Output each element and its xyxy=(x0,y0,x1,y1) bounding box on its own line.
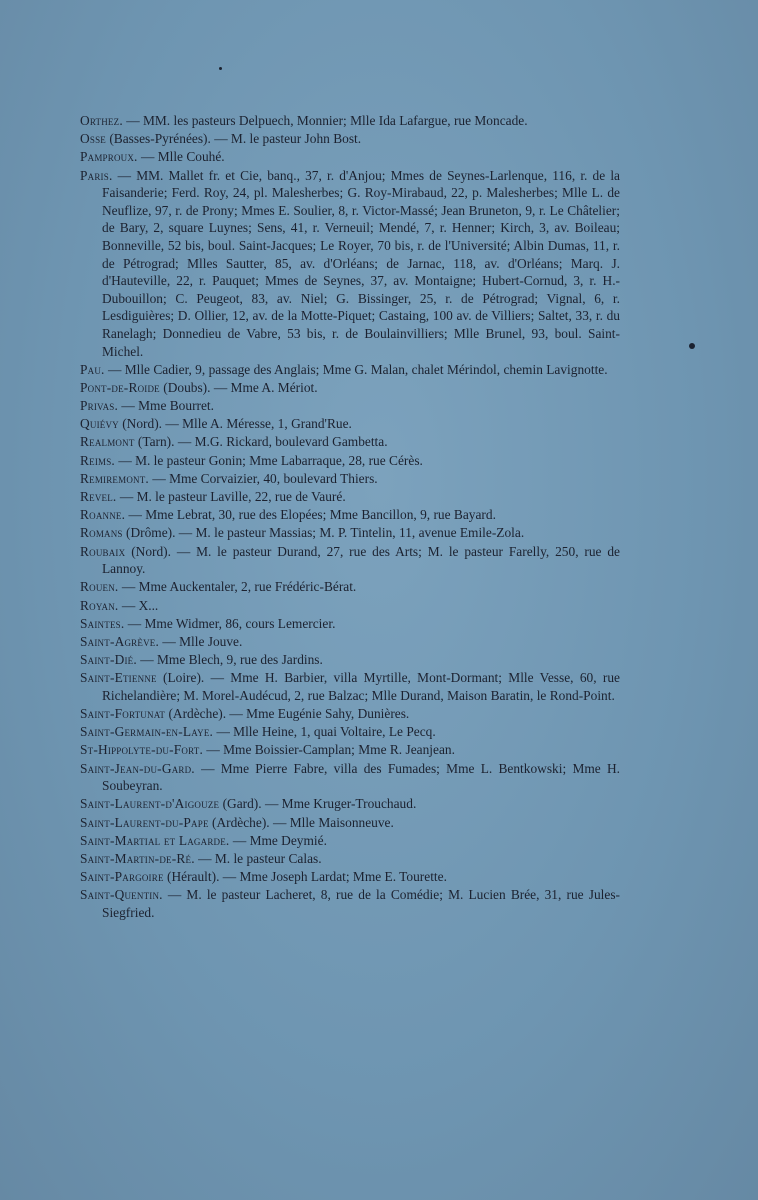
entry-text: — Mme Auckentaler, 2, rue Frédéric-Bérat. xyxy=(118,579,357,595)
place-name: St-Hippolyte-du-Fort. xyxy=(80,742,204,758)
directory-entry xyxy=(80,705,620,723)
directory-entry xyxy=(80,167,620,361)
place-name: Osse xyxy=(80,131,106,147)
place-name: Saint-Agrève. xyxy=(80,633,160,649)
entry-text: (Ardèche). — Mme Eugénie Sahy, Dunières. xyxy=(165,706,410,722)
entry-text: — M. le pasteur Laville, 22, rue de Vauré. xyxy=(116,489,346,504)
entry-text: — Mme Bourret. xyxy=(118,398,214,414)
entry-text: (Nord). — M. le pasteur Durand, 27, rue des Arts; M. le pasteur Farelly, 250, rue de Lannoy. xyxy=(102,543,620,577)
place-name: Quiévy xyxy=(80,416,119,432)
directory-entry xyxy=(80,723,620,741)
entry-text: (Doubs). — Mme A. Mériot. xyxy=(159,379,318,395)
entry-text: — M. le pasteur Lacheret, 8, rue de la Comédie; M. Lucien Brée, 31, rue Jules-Siegfried. xyxy=(102,887,620,920)
place-name: Pamproux. xyxy=(80,149,138,165)
place-name: Pont-de-Roide xyxy=(80,379,160,395)
directory-entry xyxy=(80,379,620,397)
place-name: Saint-Martin-de-Ré. xyxy=(80,850,195,866)
entry-text: (Nord). — Mlle A. Méresse, 1, Grand'Rue. xyxy=(118,416,352,432)
entry-text: — Mme Blech, 9, rue des Jardins. xyxy=(136,652,323,668)
entry-text: — Mme Deymié. xyxy=(229,832,327,848)
place-name: Realmont xyxy=(80,434,135,450)
ink-speck xyxy=(689,343,695,349)
entry-text: — Mlle Jouve. xyxy=(159,633,243,649)
place-name: Saint-Fortunat xyxy=(80,706,166,722)
place-name: Paris. xyxy=(80,167,113,183)
directory-entry xyxy=(80,597,620,615)
entry-text: — Mme Lebrat, 30, rue des Elopées; Mme Bancillon, 9, rue Bayard. xyxy=(125,507,496,523)
entry-text: — Mme Corvaizier, 40, boulevard Thiers. xyxy=(148,470,378,486)
directory-entry xyxy=(80,651,620,669)
entry-text: — Mme Pierre Fabre, villa des Fumades; Mme L. Bentkowski; Mme H. Soubeyran. xyxy=(102,760,620,794)
directory-entry xyxy=(80,741,620,759)
place-name: Saint-Germain-en-Laye. xyxy=(80,724,214,740)
directory-entry xyxy=(80,361,620,379)
place-name: Roanne. xyxy=(80,507,126,523)
place-name: Revel. xyxy=(80,489,117,504)
directory-entry xyxy=(80,112,620,130)
directory-entry xyxy=(80,814,620,832)
place-name: Saint-Laurent-du-Pape xyxy=(80,814,209,830)
place-name: Saint-Jean-du-Gard. xyxy=(80,760,195,776)
place-name: Orthez. xyxy=(80,113,123,128)
directory-entry xyxy=(80,397,620,415)
directory-entry xyxy=(80,633,620,651)
entry-text: (Drôme). — M. le pasteur Massias; M. P. Tintelin, 11, avenue Emile-Zola. xyxy=(122,525,525,541)
place-name: Romans xyxy=(80,525,123,541)
directory-entry xyxy=(80,130,620,148)
entry-text: — M. le pasteur Gonin; Mme Labarraque, 28, rue Cérès. xyxy=(114,452,423,468)
directory-entry xyxy=(80,795,620,813)
place-name: Roubaix xyxy=(80,543,126,559)
ink-speck xyxy=(219,67,222,70)
entry-text: — Mlle Heine, 1, quai Voltaire, Le Pecq. xyxy=(213,724,436,740)
place-name: Saint-Quentin. xyxy=(80,887,163,903)
directory-entry xyxy=(80,850,620,868)
place-name: Saint-Laurent-d'Aigouze xyxy=(80,796,220,812)
directory-entry xyxy=(80,669,620,704)
place-name: Saint-Etienne xyxy=(80,670,157,686)
entry-text: — Mme Boissier-Camplan; Mme R. Jeanjean. xyxy=(203,742,455,758)
entry-text: (Ardèche). — Mlle Maisonneuve. xyxy=(208,814,394,830)
place-name: Rouen. xyxy=(80,579,119,595)
directory-entry xyxy=(80,470,620,488)
entry-text: (Loire). — Mme H. Barbier, villa Myrtille, Mont-Dormant; Mlle Vesse, 60, rue Richelandière; M. Morel-Audécud, 2, rue Balzac; Mlle Durand, Maison Baratin, le Rond-Point. xyxy=(102,670,620,703)
directory-entry xyxy=(80,415,620,433)
entry-text: (Gard). — Mme Kruger-Trouchaud. xyxy=(219,796,417,812)
entry-text: — Mme Widmer, 86, cours Lemercier. xyxy=(124,615,336,631)
directory-entry xyxy=(80,488,620,506)
place-name: Reims. xyxy=(80,452,115,468)
entry-text: — M. le pasteur Calas. xyxy=(194,850,322,866)
place-name: Royan. xyxy=(80,597,119,613)
directory-entry xyxy=(80,543,620,578)
entry-text: — MM. les pasteurs Delpuech, Monnier; Mlle Ida Lafargue, rue Moncade. xyxy=(122,113,528,128)
directory-entry xyxy=(80,524,620,542)
directory-entry xyxy=(80,886,620,921)
entry-text: — X... xyxy=(118,597,159,613)
directory-entry xyxy=(80,148,620,166)
place-name: Saint-Dié. xyxy=(80,652,137,668)
directory-list xyxy=(80,112,620,922)
place-name: Remiremont. xyxy=(80,470,149,486)
directory-entry xyxy=(80,578,620,596)
entry-text: (Basses-Pyrénées). — M. le pasteur John Bost. xyxy=(105,131,362,147)
directory-entry xyxy=(80,868,620,886)
directory-entry xyxy=(80,832,620,850)
place-name: Privas. xyxy=(80,398,119,414)
directory-entry xyxy=(80,760,620,795)
place-name: Pau. xyxy=(80,361,105,377)
entry-text: — Mlle Couhé. xyxy=(137,149,225,165)
directory-entry xyxy=(80,433,620,451)
entry-text: (Hérault). — Mme Joseph Lardat; Mme E. Tourette. xyxy=(163,869,447,885)
place-name: Saint-Martial et Lagarde. xyxy=(80,832,230,848)
place-name: Saint-Pargoire xyxy=(80,869,164,885)
directory-entry xyxy=(80,506,620,524)
directory-entry xyxy=(80,452,620,470)
entry-text: — MM. Mallet fr. et Cie, banq., 37, r. d'Anjou; Mmes de Seynes-Larlenque, 116, r. de la Faisanderie; Ferd. Roy, 24, pl. Malesherbes; G. Roy-Mirabaud, 22, p. Malesherbes; Mlle L. de Neuflize, 97, r. de Prony; Mmes E. Soulier, 8, r. Victor-Massé; Jean Bruneton, 9, r. Le Châtelier; de Bary, 2, square Luynes; Sens, 41, r. Verneuil; Mendé, 7, r. Henner; Kirch, 3, av. Boileau; Bonneville, 52 bis, boul. Saint-Jacques; Le Royer, 70 bis, r. de l'Université; Albin Dumas, 11, r. de Pétrograd; Mlles Sautter, 85, av. d'Orléans; de Jarnac, 118, av. d'Orléans; Marq. J. d'Hauteville, 22, r. Pauquet; Mmes de Seynes, 37, av. Montaigne; Hubert-Cornud, 3, r. H.-Dubouillon; C. Peugeot, 83, av. Niel; G. Bissinger, 25, r. de Pétrograd; Vignal, 6, r. Lesdiguières; D. Ollier, 12, av. de la Motte-Piquet; Castaing, 100 av. de Villiers; Saltet, 33, r. du Ranelagh; Donnedieu de Vabre, 53 bis, r. de Boulainvilliers; Mlle Brunel, 93, boul. Saint-Michel. xyxy=(102,167,620,359)
place-name: Saintes. xyxy=(80,615,125,631)
directory-entry xyxy=(80,615,620,633)
entry-text: (Tarn). — M.G. Rickard, boulevard Gambetta. xyxy=(134,434,388,450)
entry-text: — Mlle Cadier, 9, passage des Anglais; Mme G. Malan, chalet Mérindol, chemin Lavignotte. xyxy=(104,361,608,377)
